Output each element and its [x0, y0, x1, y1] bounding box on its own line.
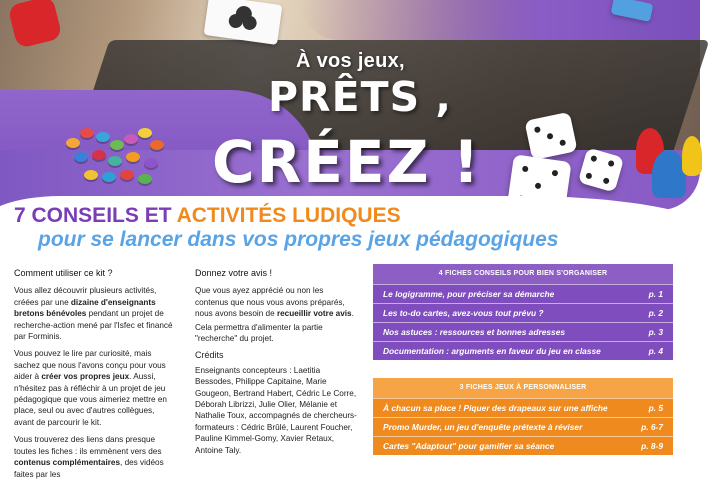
game-sheet-label: À chacun sa place ! Piquer des drapeaux sur une affiche: [383, 403, 608, 413]
text-bold: recueillir votre avis: [276, 309, 352, 319]
text-span: pendant un projet de recherche-action mené par l'Isfec et financé par Forminis.: [14, 309, 173, 342]
advice-sheet-item[interactable]: [373, 322, 673, 341]
subtitle-line-1: [14, 204, 401, 228]
game-sheets-title: 3 FICHES JEUX À PERSONNALISER: [373, 378, 673, 398]
feedback-paragraph-2: Cela permettra d'alimenter la partie "recherche" du projet.: [195, 322, 323, 344]
game-sheet-page: p. 8-9: [641, 441, 663, 451]
advice-sheet-item[interactable]: [373, 341, 673, 360]
kit-usage-paragraph-3: [14, 434, 174, 480]
game-chip-icon: [138, 128, 152, 138]
left-column: [14, 268, 174, 486]
game-chip-icon: [150, 140, 164, 150]
text-span: Vous pouvez le lire par curiosité, mais sachez que nous l'avons conçu pour vous aider à: [14, 349, 166, 382]
game-chip-icon: [124, 134, 138, 144]
credits-text: Enseignants concepteurs : Laetitia Bessodes, Philippe Capitaine, Marie Gougeon, Bertrand Habert, Cédric Le Corre, Déborah Librizzi, Julie Olier, Mélanie et Nathalie Toux, accompagnés de chercheurs-formateurs : Cédric Brûlé, Laurent Foucher, Pauline Kimmel-Gomy, Xavier Retaux, Antoine Taly.: [195, 365, 357, 455]
hero-title-pre: PRÊTS ,: [268, 73, 452, 121]
game-chip-icon: [74, 152, 88, 162]
subtitle-part-1: 7 CONSEILS ET: [14, 204, 177, 227]
text-bold: dizaine d'enseignants bretons bénévoles: [14, 297, 156, 319]
game-sheet-item[interactable]: [373, 398, 673, 417]
advice-sheet-label: Le logigramme, pour préciser sa démarche: [383, 289, 555, 299]
hero-title-big: CRÉEZ !: [212, 128, 482, 196]
game-chip-icon: [92, 150, 106, 160]
hero-title-small: À vos jeux,: [296, 50, 405, 72]
game-sheet-page: p. 6-7: [641, 422, 663, 432]
advice-sheet-label: Nos astuces : ressources et bonnes adresses: [383, 327, 566, 337]
game-chip-icon: [126, 152, 140, 162]
advice-sheets-box: [373, 264, 673, 358]
text-span: , des vidéos faites par les: [14, 458, 164, 479]
game-chip-icon: [138, 174, 152, 184]
text-span: . Aussi, n'hésitez pas à réfléchir à un projet de jeu pédagogique que vous aimeriez mettre en place, seul ou avec d'autres collègues, avant de parcourir le kit.: [14, 372, 167, 427]
kit-usage-paragraph-2: [14, 348, 174, 428]
yellow-pawn-icon: [682, 136, 702, 176]
advice-sheet-page: p. 4: [648, 346, 663, 356]
advice-sheet-label: Documentation : arguments en faveur du jeu en classe: [383, 346, 601, 356]
text-span: Vous allez découvrir plusieurs activités, créées par une: [14, 286, 157, 307]
game-chip-icon: [96, 132, 110, 142]
game-sheets-box: [373, 378, 673, 451]
game-chip-icon: [144, 158, 158, 168]
text-span: Vous trouverez des liens dans presque toutes les fiches : ils emmènent vers des: [14, 435, 162, 456]
game-chip-icon: [66, 138, 80, 148]
game-chip-icon: [110, 140, 124, 150]
credits-heading: Crédits: [195, 350, 224, 361]
game-chip-icon: [108, 156, 122, 166]
middle-column: [195, 268, 357, 462]
game-chip-icon: [102, 172, 116, 182]
subtitle-line-2: pour se lancer dans vos propres jeux pédagogiques: [38, 228, 559, 251]
game-chip-icon: [80, 128, 94, 138]
advice-sheet-item[interactable]: [373, 284, 673, 303]
advice-sheet-page: p. 3: [648, 327, 663, 337]
game-sheet-label: Cartes "Adaptout" pour gamifier sa séance: [383, 441, 555, 451]
game-sheet-item[interactable]: [373, 417, 673, 436]
advice-sheet-page: p. 2: [648, 308, 663, 318]
game-sheet-item[interactable]: [373, 436, 673, 455]
advice-sheet-page: p. 1: [648, 289, 663, 299]
game-chip-icon: [84, 170, 98, 180]
advice-sheet-item[interactable]: [373, 303, 673, 322]
text-bold: contenus complémentaires: [14, 458, 121, 468]
text-span: .: [351, 309, 354, 319]
subtitle-part-2: ACTIVITÉS LUDIQUES: [176, 204, 401, 227]
blue-pawn-icon: [652, 150, 686, 198]
game-sheet-page: p. 5: [648, 403, 663, 413]
advice-sheet-label: Les to-do cartes, avez-vous tout prévu ?: [383, 308, 544, 318]
game-chip-icon: [120, 170, 134, 180]
kit-usage-heading: Comment utiliser ce kit ?: [14, 268, 113, 278]
advice-sheets-title: 4 FICHES CONSEILS POUR BIEN S'ORGANISER: [373, 264, 673, 284]
game-sheet-label: Promo Murder, un jeu d'enquête prétexte à réviser: [383, 422, 583, 432]
kit-usage-paragraph-1: [14, 285, 174, 342]
feedback-paragraph: [195, 285, 357, 319]
feedback-heading: Donnez votre avis !: [195, 268, 273, 278]
text-span: Que vous ayez apprécié ou non les contenus que nous vous avons préparés, nous avons besoin de: [195, 286, 345, 319]
text-bold: créer vos propres jeux: [41, 372, 130, 382]
